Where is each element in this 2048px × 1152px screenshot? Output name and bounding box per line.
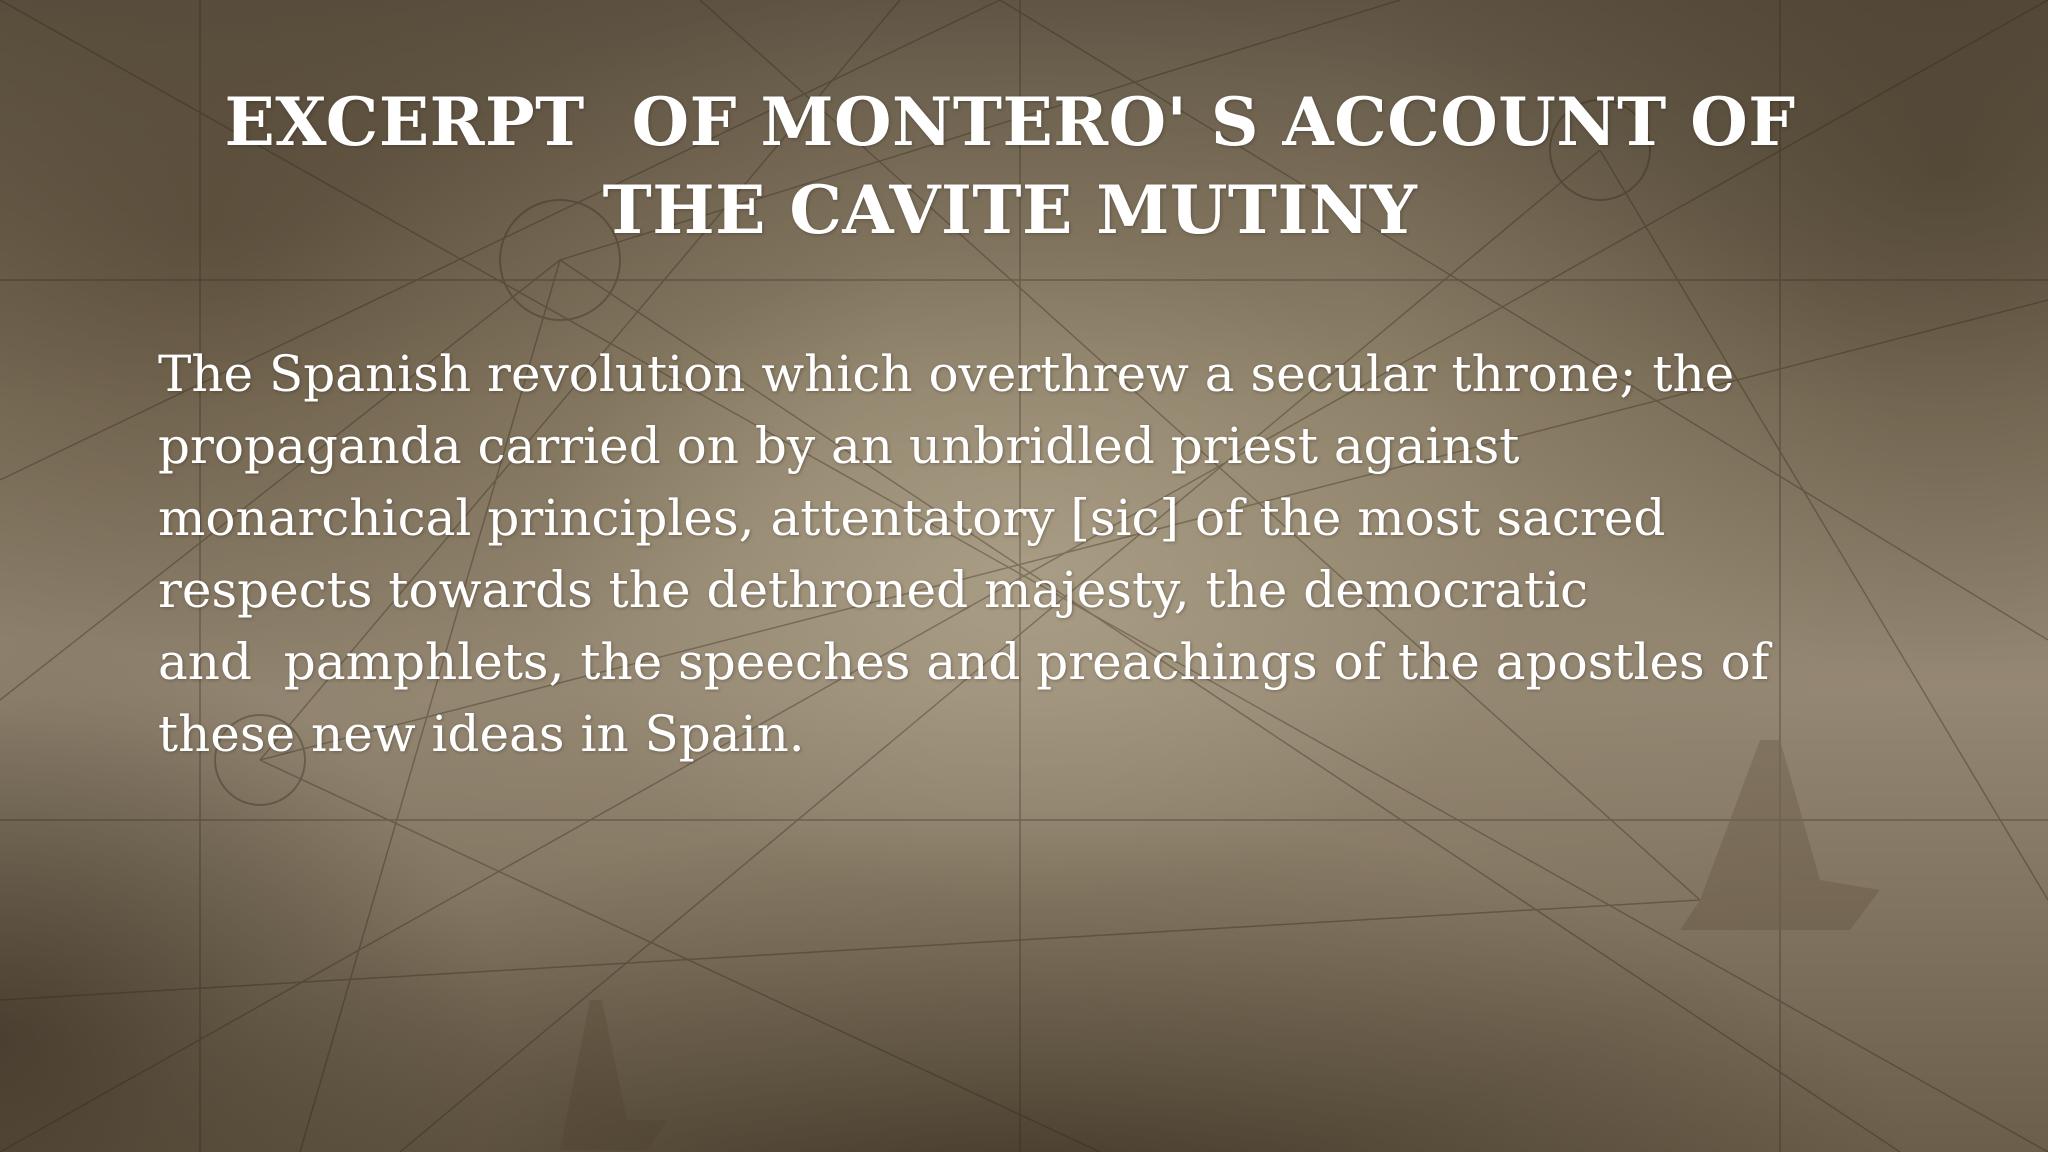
excerpt-body <box>158 338 1938 770</box>
page-title <box>160 78 1860 254</box>
title-line: THE CAVITE MUTINY <box>602 171 1418 249</box>
body-line: and pamphlets, the speeches and preachings of the apostles of <box>158 633 1770 691</box>
body-line: monarchical principles, attentatory [sic] of the most sacred <box>158 489 1666 547</box>
body-line: propaganda carried on by an unbridled priest against <box>158 417 1520 475</box>
body-line: The Spanish revolution which overthrew a secular throne; the <box>158 345 1735 403</box>
body-line: these new ideas in Spain. <box>158 705 805 763</box>
body-line: respects towards the dethroned majesty, the democratic <box>158 561 1589 619</box>
title-line: EXCERPT OF MONTERO' S ACCOUNT OF <box>224 83 1796 161</box>
